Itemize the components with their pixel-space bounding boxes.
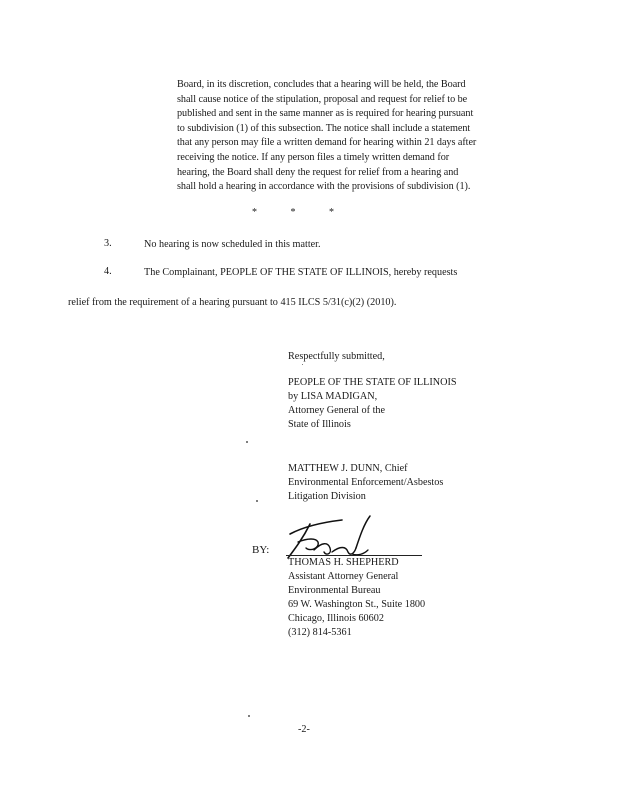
quote-line: hearing, the Board shall deny the request for relief from a hearing and: [177, 166, 459, 178]
statute-quote-block: [177, 78, 543, 195]
quote-line: published and sent in the same manner as is required for hearing pursuant: [177, 108, 474, 120]
chief-line: Litigation Division: [288, 491, 366, 502]
omission-mark: *: [290, 207, 296, 218]
chief-line: MATTHEW J. DUNN, Chief: [288, 463, 408, 474]
quote-line: shall hold a hearing in accordance with the provisions of subdivision (1).: [177, 181, 471, 193]
by-label: BY:: [252, 544, 270, 556]
chief-block: [288, 462, 443, 504]
signer-line: 69 W. Washington St., Suite 1800: [288, 599, 426, 610]
signer-line: Assistant Attorney General: [288, 571, 399, 582]
paragraph-3-number: 3.: [104, 238, 112, 249]
signer-line: Environmental Bureau: [288, 585, 381, 596]
people-line: State of Illinois: [288, 419, 351, 430]
paragraph-4-number: 4.: [104, 266, 112, 277]
paragraph-4-line-1: The Complainant, PEOPLE OF THE STATE OF ILLINOIS, hereby requests: [144, 267, 458, 278]
people-line: by LISA MADIGAN,: [288, 391, 378, 402]
omission-mark: *: [252, 207, 257, 218]
quote-line: receiving the notice. If any person files a timely written demand for: [177, 151, 450, 163]
chief-line: Environmental Enforcement/Asbestos: [288, 477, 444, 488]
scan-speck: [256, 500, 258, 502]
signer-line: THOMAS H. SHEPHERD: [288, 557, 399, 568]
scan-speck: [248, 715, 250, 717]
quote-line: Board, in its discretion, concludes that a hearing will be held, the Board: [177, 79, 466, 90]
closing-line: Respectfully submitted,: [288, 351, 385, 362]
scan-speck: [302, 364, 303, 365]
quote-line: that any person may file a written demand for hearing within 21 days after: [177, 137, 477, 149]
quote-line: shall cause notice of the stipulation, proposal and request for relief to be: [177, 93, 468, 105]
paragraph-4-line-2: relief from the requirement of a hearing pursuant to 415 ILCS 5/31(c)(2) (2010).: [68, 297, 397, 308]
signer-line: (312) 814-5361: [288, 627, 352, 638]
omission-marks: [252, 207, 365, 218]
people-line: PEOPLE OF THE STATE OF ILLINOIS: [288, 377, 457, 388]
omission-mark: *: [329, 207, 334, 218]
scan-speck: [246, 441, 248, 443]
quote-line: to subdivision (1) of this subsection. The notice shall include a statement: [177, 122, 471, 134]
people-block: [288, 376, 457, 432]
signer-block: [288, 556, 425, 640]
paragraph-3-text: No hearing is now scheduled in this matter.: [144, 239, 321, 250]
page-number: -2-: [298, 724, 310, 735]
people-line: Attorney General of the: [288, 405, 386, 416]
signer-line: Chicago, Illinois 60602: [288, 613, 384, 624]
